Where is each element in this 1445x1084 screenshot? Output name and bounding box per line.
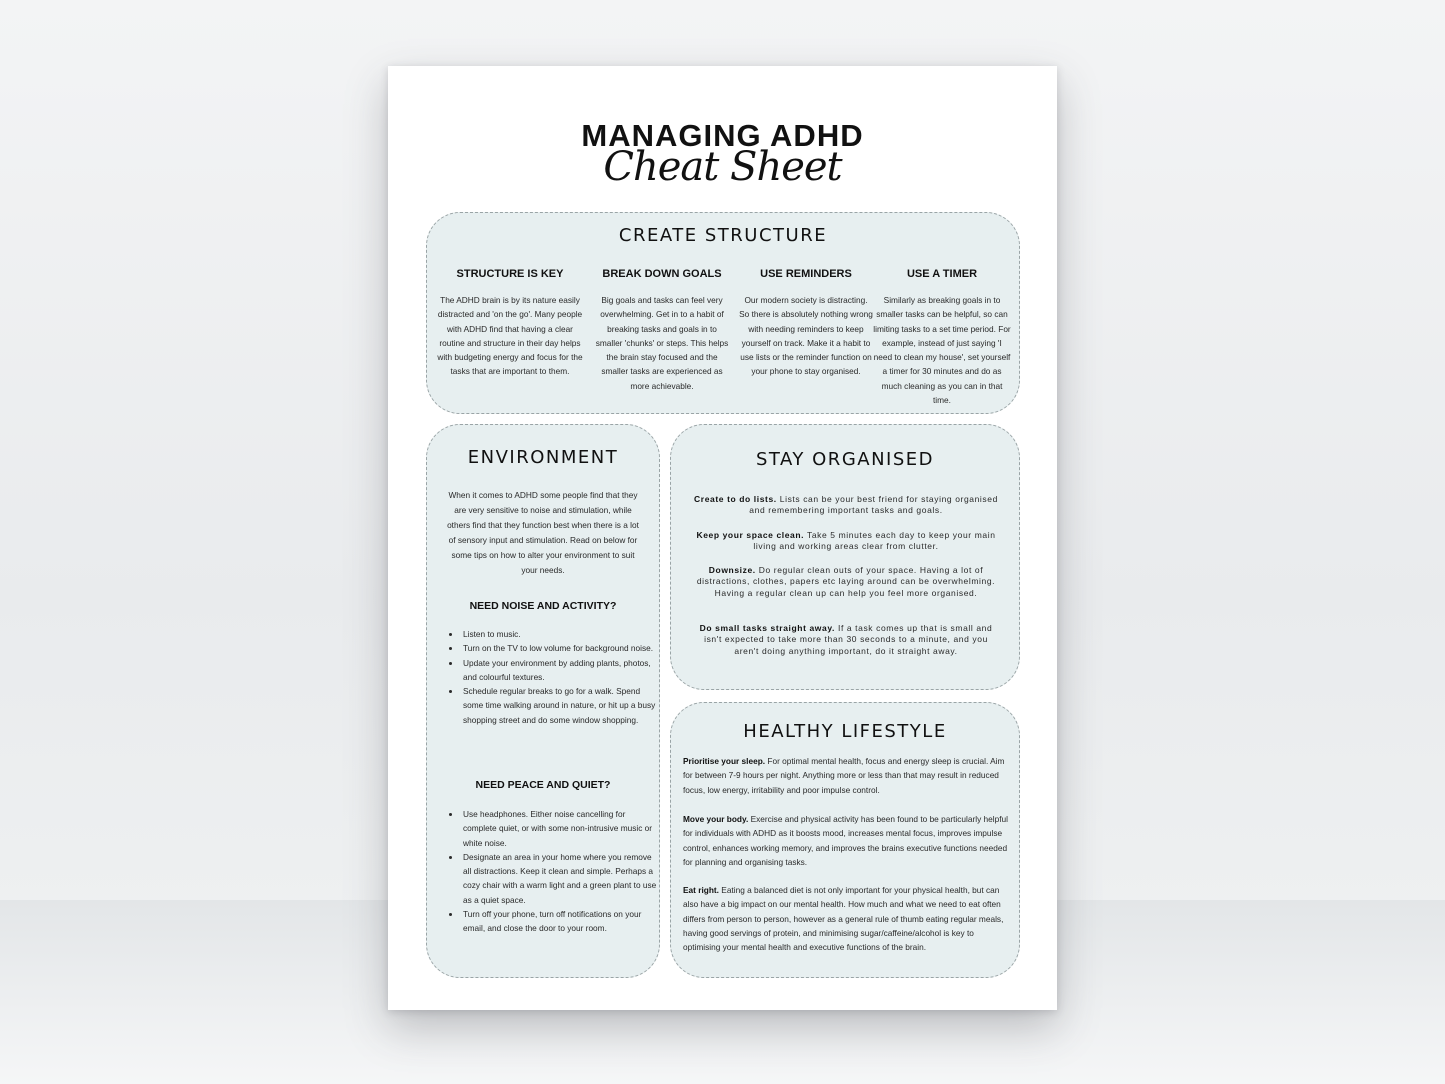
environment-title: ENVIRONMENT: [467, 447, 619, 468]
need-peace-heading: NEED PEACE AND QUIET?: [475, 779, 611, 791]
list-item: • Turn off your phone, turn off notifications on your email, and close the door to your room.: [461, 907, 657, 936]
noise-tips-list: [447, 627, 657, 727]
list-item: • Turn on the TV to low volume for background noise.: [461, 641, 657, 655]
use-reminders-text: Our modern society is distracting. So there is absolutely nothing wrong with needing reminders to keep yourself on track. Make it a habit to use lists or the reminder function on your phone to stay organised.: [739, 295, 873, 377]
create-structure-title: CREATE STRUCTURE: [618, 225, 828, 246]
use-a-timer-text: Similarly as breaking goals in to smaller tasks can be helpful, so can limiting tasks to a set time period. For example, instead of just saying 'I need to clean my house', set yourself a timer for 30 minutes and do as much cleaning as you can in that time.: [873, 295, 1011, 406]
list-item: [693, 494, 999, 517]
list-item: [683, 812, 1009, 869]
environment-panel: [426, 424, 660, 978]
list-item: • Schedule regular breaks to go for a walk. Spend some time walking around in nature, or hit up a busy shopping street and do some window shopping.: [461, 684, 657, 727]
list-item: [683, 883, 1009, 954]
item-text: Exercise and physical activity has been found to be particularly helpful for individuals with ADHD as it boosts mood, increases mental focus, improves impulse control, enhances working memory, and improves the brains executive functions needed for planning and organising tasks.: [683, 814, 1008, 867]
use-reminders-heading: USE REMINDERS: [760, 268, 852, 280]
environment-intro: When it comes to ADHD some people find that they are very sensitive to noise and stimulation, while others find that they function best when there is a lot of sensory input and stimulation. Read on below for some tips on how to alter your environment to suit your needs.: [447, 490, 639, 575]
cheat-sheet-page: [388, 66, 1057, 1010]
item-text: For optimal mental health, focus and energy sleep is crucial. Aim for between 7-9 hours per night. Anything more or less than that may result in reduced focus, low energy, irritability and poor impulse control.: [683, 756, 1005, 795]
item-text: Lists can be your best friend for staying organised and remembering important tasks and goals.: [749, 494, 998, 516]
item-text: Do regular clean outs of your space. Having a lot of distractions, clothes, papers etc laying around can be overwhelming. Having a regular clean up can help you feel more organised.: [696, 565, 996, 598]
item-text: If a task comes up that is small and isn't expected to take more than 30 seconds to a minute, and you aren't doing anything important, do it straight away.: [704, 623, 993, 656]
create-structure-panel: [426, 212, 1020, 414]
list-item: [693, 565, 999, 599]
healthy-lifestyle-title: HEALTHY LIFESTYLE: [743, 721, 947, 742]
list-item: • Designate an area in your home where you remove all distractions. Keep it clean and simple. Perhaps a cozy chair with a warm light and a green plant to use as a quiet space.: [461, 850, 657, 907]
list-item: • Listen to music.: [461, 627, 657, 641]
structure-is-key-heading: STRUCTURE IS KEY: [456, 268, 564, 280]
healthy-lifestyle-panel: [670, 702, 1020, 978]
item-lead: Create to do lists.: [694, 494, 777, 504]
item-lead: Move your body.: [683, 814, 749, 824]
list-item: [693, 530, 999, 553]
list-item: [693, 623, 999, 657]
list-item: [683, 754, 1009, 797]
page-subtitle-script: Cheat Sheet: [603, 144, 842, 190]
item-lead: Downsize.: [708, 565, 756, 575]
item-lead: Eat right.: [683, 885, 719, 895]
list-item: • Use headphones. Either noise cancelling for complete quiet, or with some non-intrusive music or white noise.: [461, 807, 657, 850]
item-text: Take 5 minutes each day to keep your main living and working areas clear from clutter.: [753, 530, 996, 552]
structure-is-key-text: The ADHD brain is by its nature easily distracted and 'on the go'. Many people with ADHD find that having a clear routine and structure in their day helps with budgeting energy and focus for the tasks that are important to them.: [437, 295, 583, 377]
item-lead: Do small tasks straight away.: [699, 623, 836, 633]
page-title: MANAGING ADHD: [581, 118, 864, 153]
quiet-tips-list: [447, 807, 657, 936]
stay-organised-panel: [670, 424, 1020, 690]
item-text: Eating a balanced diet is not only important for your physical health, but can also have a big impact on our mental health. How much and what we need to eat often differs from person to person, however as a general rule of thumb eating regular meals, having good servings of protein, and minimising sugar/caffeine/alcohol is key to optimising your mental health and executive functions of the brain.: [683, 885, 1004, 953]
use-a-timer-heading: USE A TIMER: [906, 268, 978, 280]
item-lead: Prioritise your sleep.: [683, 756, 766, 766]
break-down-goals-text: Big goals and tasks can feel very overwhelming. Get in to a habit of breaking tasks and goals in to smaller 'chunks' or steps. This helps the brain stay focused and the smaller tasks are experienced as more achievable.: [595, 295, 729, 391]
break-down-goals-heading: BREAK DOWN GOALS: [602, 268, 722, 280]
list-item: • Update your environment by adding plants, photos, and colourful textures.: [461, 656, 657, 685]
stay-organised-title: STAY ORGANISED: [755, 449, 935, 470]
need-noise-heading: NEED NOISE AND ACTIVITY?: [469, 600, 617, 612]
item-lead: Keep your space clean.: [696, 530, 805, 540]
